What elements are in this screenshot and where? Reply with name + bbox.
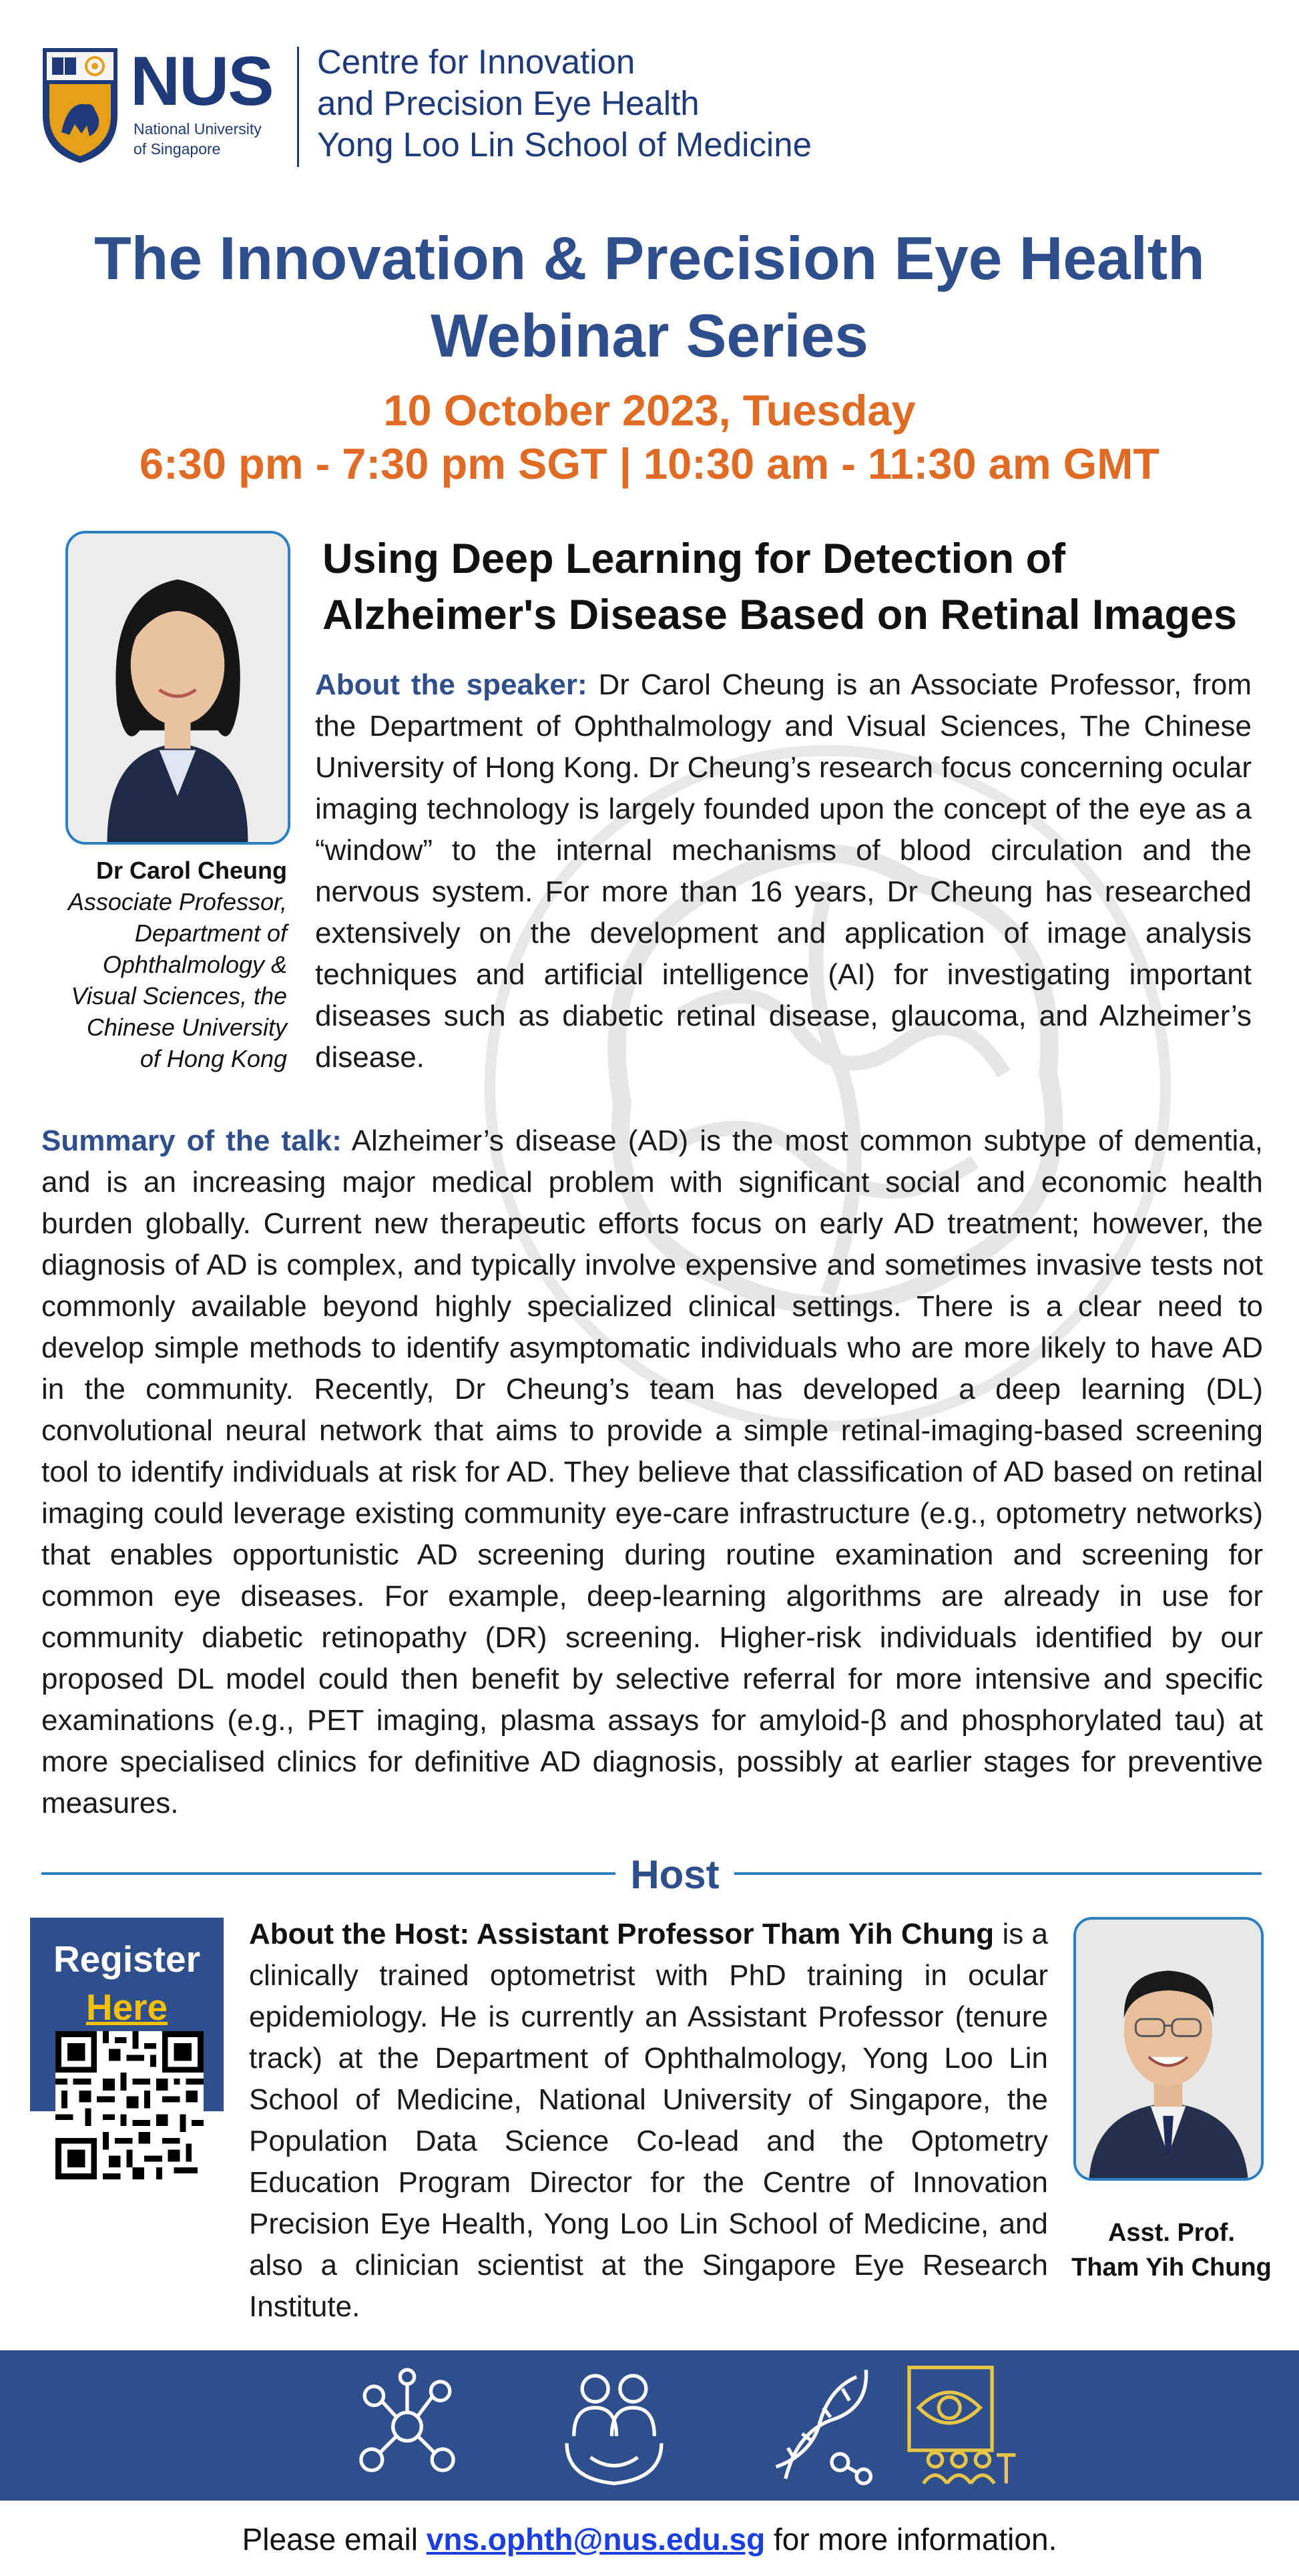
event-datetime [0, 384, 1299, 491]
speaker-photo [65, 531, 290, 845]
talk-title: Using Deep Learning for Detection of Alzheimer's Disease Based on Retinal Images [322, 535, 1238, 638]
university-name: National University of Singapore [134, 120, 262, 158]
host-caption: Asst. Prof. Tham Yih Chung [1071, 2219, 1272, 2282]
register-link[interactable]: Here [85, 1986, 168, 2028]
about-host [249, 1914, 1048, 2328]
host-divider-left [41, 1872, 615, 1875]
about-speaker [315, 664, 1252, 1078]
about-host-label: About the Host: Assistant Professor Tham Yih Chung [249, 1918, 995, 1950]
about-host-text: is a clinically trained optometrist with PhD training in ocular epidemiology. He is currently an Assistant Professor (tenure track) at the Department of Ophthalmology, Yong Loo Lin School of Medicine, National University of Singapore, the Population Data Science Co-lead and the Optometry Education Program Director for the Centre of Innovation Precision Eye Health, Yong Loo Lin School of Medicine, and also a clinician scientist at the Singapore Eye Research Institute. [249, 1918, 1048, 2323]
centre-name: Centre for Innovation and Precision Eye Health Yong Loo Lin School of Medicine [317, 43, 812, 164]
about-speaker-text: Dr Carol Cheung is an Associate Professor, from the Department of Ophthalmology and Visual Sciences, The Chinese University of Hong Kong. Dr Cheung’s research focus concerning ocular imaging technology is largely founded upon the concept of the eye as a “window” to the internal mechanisms of blood circulation and the nervous system. For more than 16 years, Dr Cheung has researched extensively on the development and application of image analysis techniques and artificial intelligence (AI) for investigating important diseases such as diabetic retinal disease, glaucoma, and Alzheimer’s disease. [315, 668, 1252, 1074]
qr-code-icon[interactable] [55, 2031, 204, 2179]
event-time: 6:30 pm - 7:30 pm SGT | 10:30 am - 11:30 am GMT [139, 439, 1160, 488]
talk-summary [41, 1120, 1263, 1824]
contact-prefix: Please email [242, 2522, 418, 2557]
about-speaker-label: About the speaker: [315, 668, 587, 701]
contact-email-link[interactable]: vns.ophth@nus.edu.sg [426, 2522, 766, 2557]
header [40, 40, 841, 174]
register-label: Register [53, 1938, 201, 1980]
speaker-name: Dr Carol Cheung [95, 857, 287, 884]
speaker-caption: Dr Carol Cheung Associate Professor, Department of Ophthalmology & Visual Sciences, the Chinese University of Hong Kong [13, 855, 287, 1074]
contact-line [0, 2516, 1299, 2563]
nus-crest-icon [40, 45, 120, 166]
series-title: The Innovation & Precision Eye Health Webinar Series [94, 225, 1205, 370]
summary-text: Alzheimer’s disease (AD) is the most common subtype of dementia, and is an increasing major medical problem with significant social and economic health burden globally. Current new therapeutic efforts focus on early AD treatment; however, the diagnosis of AD is complex, and typically involve expensive and sometimes invasive tests not commonly available beyond highly specialized clinical settings. There is a clear need to develop simple methods to identify asymptomatic individuals who are more likely to have AD in the community. Recently, Dr Cheung’s team has developed a deep learning (DL) convolutional neural network that aims to provide a simple retinal-imaging-based screening tool to identify individuals at risk for AD. They believe that classification of AD based on retinal imaging could leverage existing community eye-care infrastructure (e.g., optometry networks) that enables opportunistic AD screening during routine examination and screening for common eye diseases. For example, deep-learning algorithms are already in use for community diabetic retinopathy (DR) screening. Higher-risk individuals identified by our proposed DL model could then benefit by selective referral for more intensive and specific examinations (e.g., PET imaging, plasma assays for amyloid-β and phosphorylated tau) at more specialised clinics for definitive AD diagnosis, possibly at earlier stages for preventive measures. [41, 1124, 1264, 1819]
event-date: 10 October 2023, Tuesday [383, 386, 916, 435]
host-divider-right [734, 1872, 1262, 1875]
eye-group-icon [901, 2360, 1021, 2491]
dna-helix-icon [761, 2360, 881, 2491]
contact-suffix: for more information. [773, 2522, 1057, 2557]
host-section-heading: Host [630, 1852, 720, 1897]
nus-wordmark: NUS [130, 43, 273, 120]
network-nodes-icon [347, 2360, 467, 2491]
summary-label: Summary of the talk: [41, 1124, 342, 1157]
host-photo [1073, 1917, 1264, 2181]
header-divider [297, 47, 299, 167]
people-care-icon [554, 2360, 674, 2491]
register-label-group [30, 1935, 224, 2031]
